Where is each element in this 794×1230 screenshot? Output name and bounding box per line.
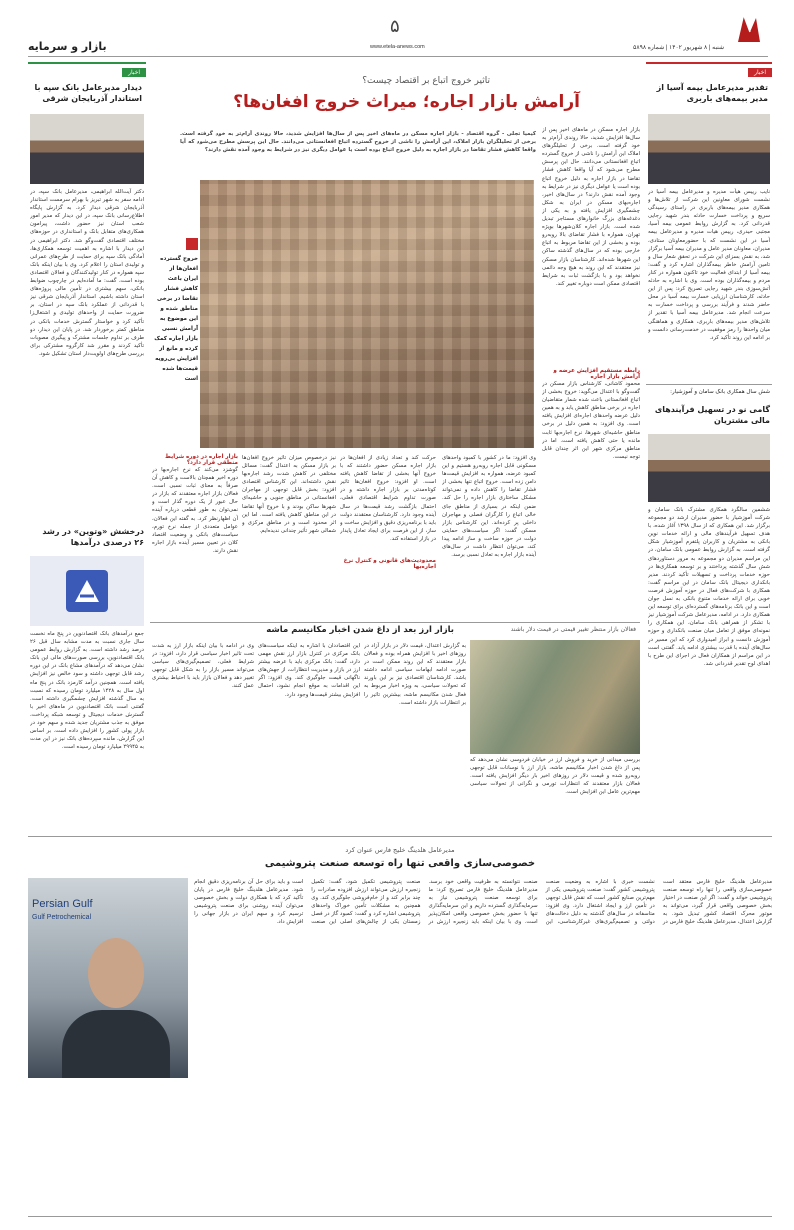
right-column (646, 62, 772, 830)
bottom-body: مدیرعامل هلدینگ خلیج فارس معتقد است خصوصی‌سازی واقعی را تنها راه توسعه صنعت پتروشیمی خواند و گفت: اگر این صنعت در اختیار بخش خصوصی واقعی قرار گیرد، می‌تواند به موتور محرک اقتصاد کشور تبدیل شود. به گزارش اعتدال، مدیرعامل هلدینگ خلیج فارس در نشست خبری با اشاره به وضعیت صنعت پتروشیمی کشور گفت: صنعت پتروشیمی یکی از مهم‌ترین صنایع کشور است که نقش قابل توجهی در تأمین ارز و ایجاد اشتغال دارد. وی افزود: متاسفانه در سال‌های گذشته به دلیل دخالت‌های دولتی و تصمیم‌گیری‌های غیرکارشناسی، این صنعت نتوانسته به ظرفیت واقعی خود برسد. مدیرعامل هلدینگ خلیج فارس تصریح کرد: ما برای توسعه صنعت پتروشیمی نیاز به سرمایه‌گذاری گسترده داریم و این سرمایه‌گذاری تنها با حضور بخش خصوصی واقعی امکان‌پذیر است. وی با بیان اینکه باید زنجیره ارزش در صنعت پتروشیمی تکمیل شود، گفت: تکمیل زنجیره ارزش می‌تواند ارزش افزوده صادرات را چند برابر کند و از خام‌فروشی جلوگیری کند. وی همچنین به مشکلات تأمین خوراک واحدهای پتروشیمی اشاره کرد و گفت: کمبود گاز در فصل زمستان یکی از چالش‌های اصلی این صنعت است و باید برای حل آن برنامه‌ریزی دقیق انجام شود. مدیرعامل هلدینگ خلیج فارس در پایان تأکید کرد که با همکاری دولت و بخش خصوصی می‌توان آینده روشنی برای صنعت پتروشیمی ترسیم کرد و سهم ایران در بازار جهانی را افزایش داد. (194, 879, 772, 926)
bottom-photo (28, 878, 188, 1078)
left-news2-logo (30, 556, 144, 626)
bottom-photo-caption-1: Persian Gulf (32, 898, 93, 910)
quote-icon (186, 238, 198, 250)
bottom-article (28, 836, 772, 1212)
bottom-top-rule (28, 836, 772, 837)
lead-lede: کیمیا تجلی - گروه اقتصاد - بازار اجاره مسکن در ماه‌های اخیر پس از سال‌ها افزایش شدید، حالا روندی آرام‌تر به خود گرفته است. برخی از تحلیلگران بازار املاک، این آرامش را ناشی از خروج گسترده اتباع افغانستانی می‌دانند. حال این پرسش مطرح می‌شود که آیا واقعا کاهش فشار تقاضا در بازار اجاره به دلیل خروج اتباع بوده است یا عوامل دیگری نیز در شرایط به وجود آمده نقش دارند؟ (180, 131, 536, 154)
right-news-tag: اخبار (748, 68, 772, 77)
lead-photo-city (200, 180, 534, 448)
dollar-top-rule (150, 622, 640, 623)
page-number: ۵ (390, 16, 400, 37)
lead-body-col4: نیز درخصوص میزان تاثیر خروج افغان‌ها بر بازار مسکن به اعتدال گفت: مسائل مختلفی در کاهش شدت رشد اجاره‌بها نقش داشته‌اند. این کارشناس اقتصادی افزود: بخش قابل توجهی از مهاجران افغانستانی در مناطق جنوبی و حاشیه‌ای شهرها ساکن بودند و با خروج آنها تقاضا در این مناطق کاهش یافته است. اما این اثر محدود است و در مناطق مرکزی و شمالی شهر تأثیر چندانی ندیده‌ایم. (242, 455, 336, 534)
right-divider (646, 384, 772, 385)
dollar-body-1: بررسی میدانی از خرید و فروش ارز در خیابان فردوسی نشان می‌دهد که پس از داغ شدن اخبار مکانیسم ماشه، بازار ارز با نوسانات قابل توجهی روبه‌رو شده و قیمت دلار در روزهای اخیر بار دیگر افزایش یافته است. فعالان بازار معتقدند که انتظارات تورمی و نگرانی از تحولات سیاسی مهم‌ترین عامل این افزایش است. (470, 757, 640, 796)
lead-body-col5: گوشزد می‌کند که نرخ اجاره‌بها در دوره اخیر همچنان بالاست و کاهش آن صرفاً به معنای ثبات نسبی است. فعالان بازار اجاره معتقدند که بازار در حال عبور از یک دوره گذار است و نمی‌توان به طور قطعی درباره آینده آن اظهارنظر کرد. به گفته این فعالان، عوامل متعددی از جمله نرخ تورم، سیاست‌های بانکی و وضعیت اقتصاد کلان در تعیین مسیر آینده بازار اجاره نقش دارند. (152, 467, 238, 554)
left-news2-title: درخشش «وتوین» در رشد ۲۶ درصدی درآمدها (42, 527, 144, 547)
left-news-title: دیدار مدیرعامل بانک سپه با استاندار آذربایجان شرقی (34, 83, 142, 103)
right-news2-body: ششمین سالگرد همکاری مشترک بانک سامان و شرکت آموزشیار با حضور مدیران ارشد دو مجموعه برگزار شد. این همکاری که از سال ۱۳۹۸ آغاز شده، با هدف تسهیل فرآیندهای مالی و ارائه خدمات نوین بانکی به مشتریان و کاربران پلتفرم آموزشیار شکل گرفته است. به گزارش روابط عمومی بانک سامان، در این مراسم مدیران دو مجموعه به مرور دستاوردهای شش سال گذشته پرداختند و بر توسعه همکاری‌ها در حوزه خدمات پرداخت و تسهیلات تأکید کردند. مدیر بانکداری دیجیتال بانک سامان در این مراسم گفت: همکاری با شرکت‌های فعال در حوزه آموزش فرصت خوبی برای ارائه خدمات متنوع بانکی به نسل جوان است و این بانک برنامه‌های گسترده‌ای برای توسعه این همکاری دارد. در ادامه، مدیرعامل شرکت آموزشیار نیز با تشکر از همراهی بانک سامان، این همکاری را نمونه‌ای موفق از تعامل میان صنعت بانکداری و حوزه آموزش دانست و ابراز امیدواری کرد که این مسیر در سال‌های آینده با قدرت بیشتری ادامه یابد. گفتنی است در این مراسم از همکاران فعال در اجرای این طرح با اهدای لوح تقدیر قدردانی شد. (648, 507, 770, 667)
lead-title: آرامش بازار اجاره؛ میراث خروج افغان‌ها؟ (233, 92, 580, 112)
right-news2-kicker: شش سال همکاری بانک سامان و آموزشیار: (670, 389, 770, 395)
dollar-body-2: به گزارش اعتدال، قیمت دلار در بازار آزاد در روزهای اخیر با افزایش همراه بوده و فعالان بازار معتقدند که این روند ممکن است در صورت ادامه ابهامات سیاسی ادامه داشته باشد. کارشناسان اقتصادی نیز بر این باورند که تحولات سیاسی، به ویژه اخبار مربوط به فعال شدن مکانیسم ماشه، بیشترین تاثیر را بر انتظارات بازار داشته است. (364, 643, 466, 706)
lead-subhead1: رابطه مستقیم افزایش عرضه و آرامش بازار اجاره (553, 368, 640, 380)
right-news-box (646, 62, 772, 382)
footer-rule (28, 1216, 772, 1217)
lead-body-col2: وی افزود: ما در کشور با کمبود واحدهای مسکونی قابل اجاره روبه‌رو هستیم و این کمبود عرضه، همواره به افزایش قیمت‌ها دامن زده است. خروج اتباع تنها بخشی از فشار تقاضا را کاهش داده و نمی‌تواند مشکل ساختاری بازار اجاره را حل کند. ضمن اینکه در بسیاری از مناطق جای خالی اتباع را کارگران فصلی و مهاجران داخلی پر کرده‌اند. این کارشناس بازار مسکن گفت: اگر سیاست‌های حمایتی دولت در حوزه ساخت و ساز ادامه پیدا کند، می‌توان انتظار داشت در سال‌های آینده بازار اجاره به تعادل نسبی برسد. (442, 455, 536, 559)
issue-line: شنبه | ۸ شهریور ۱۴۰۲ | شماره ۵۸۹۸ (633, 45, 724, 51)
dollar-body-3: این اقتصاددان با اشاره به اینکه سیاست‌های بانک مرکزی در کنترل بازار ارز نقش مهمی دارد، گفت: بانک مرکزی باید با عرضه بیشتر ارز در بازار و مدیریت انتظارات، از جهش‌های ناگهانی قیمت جلوگیری کند. وی افزود: اگر این اقدامات به موقع انجام نشود، احتمال افزایش بیشتر قیمت‌ها وجود دارد. (258, 643, 360, 698)
lead-kicker: تاثیر خروج اتباع بر اقتصاد چیست؟ (362, 76, 490, 86)
header-rule (28, 56, 768, 57)
website: www.etela-anews.com (370, 44, 425, 50)
left-column (28, 62, 146, 830)
left-news-body: دکتر آیت‌الله ابراهیمی، مدیرعامل بانک سپه، در ادامه سفر به شهر تبریز با بهرام سرمست استاندار آذربایجان شرقی دیدار کرد. به گزارش پایگاه اطلاع‌رسانی بانک سپه، در این دیدار که مدیر امور شعب استان نیز حضور داشت، پیرامون همکاری‌های متقابل بانک و استانداری در حوزه‌های مختلف اقتصادی گفت‌وگو شد. دکتر ابراهیمی در این دیدار با اشاره به اهمیت توسعه همکاری‌ها، آمادگی بانک سپه برای حمایت از طرح‌های عمرانی و تولیدی استان را اعلام کرد. وی با بیان اینکه بانک سپه همواره در کنار تولیدکنندگان و فعالان اقتصادی بوده است، گفت: ما آماده‌ایم در چارچوب ضوابط بانکی، سهم بیشتری در تأمین مالی پروژه‌های استان داشته باشیم. استاندار آذربایجان شرقی نیز با قدردانی از عملکرد بانک سپه در استان، بر ضرورت حمایت از واحدهای تولیدی و اشتغال‌زا تأکید کرد و خواستار گسترش خدمات بانکی در مناطق کمتر برخوردار شد. در پایان این دیدار، دو طرف بر تداوم جلسات مشترک و پیگیری مصوبات تأکید کردند و مقرر شد کارگروه مشترکی برای بررسی طرح‌های اولویت‌دار استان تشکیل شود. (30, 189, 144, 357)
lead-body-col3: حرکت کند و تعداد زیادی از افغان‌ها در بازار اجاره مسکن حضور داشتند که با خروج آنها بخشی از تقاضا کاهش یافته است. او افزود: خروج افغان‌ها تاثیر کوتاه‌مدتی بر بازار اجاره داشته و در صورت تداوم شرایط اقتصادی فعلی، احتمال بازگشت رشد قیمت‌ها در سال آینده وجود دارد. کارشناسان معتقدند دولت باید با برنامه‌ریزی دقیق و افزایش ساخت و ساز، از این فرصت برای ایجاد تعادل پایدار در بازار استفاده کند. (340, 455, 436, 542)
lead-subhead3: بازار اجاره در دوره شرایط منطقی قرار دارد؟ (165, 454, 238, 466)
lead-quote-box (154, 238, 198, 448)
dollar-photo (470, 640, 640, 754)
section-title: بازار و سرمایه (28, 40, 107, 53)
lead-body-col1b: محمود کاشانی، کارشناس بازار مسکن در گفت‌وگو با اعتدال می‌گوید: خروج بخشی از اتباع افغانستانی باعث شده شمار متقاضیان اجاره در برخی مناطق کاهش یابد و به همین دلیل عرضه واحدهای اجاره‌ای افزایش یافته است. وی افزود: به همین دلیل در برخی مناطق حاشیه‌ای شهرها، نرخ اجاره‌بها ثابت مانده یا حتی کاهش یافته است. اما در مناطق مرکزی شهر این اثر چندان قابل توجه نیست. (542, 381, 640, 460)
left-news-box (28, 62, 146, 524)
bottom-photo-body (62, 1010, 170, 1078)
right-news2-photo (648, 434, 770, 502)
dollar-body-4: وی در ادامه با بیان اینکه بازار ارز به شدت تحت تاثیر اخبار سیاسی قرار دارد، افزود: در شرایط فعلی، تصمیم‌گیری‌های سیاسی می‌تواند مسیر بازار را به شکل قابل توجهی تغییر دهد و فعالان بازار باید با احتیاط بیشتری عمل کنند. (152, 643, 254, 690)
lead-side-quote: خروج گسترده افغان‌ها از ایران باعث کاهش فشار تقاضا در برخی مناطق شده و این موضوع به آرامش نسبی بازار اجاره کمک کرده و مانع از افزایش بی‌رویه قیمت‌ها شده است (154, 256, 198, 382)
right-news2-title: گامی نو در تسهیل فرآیندهای مالی مشتریان (654, 405, 770, 425)
bottom-kicker: مدیرعامل هلدینگ خلیج فارس عنوان کرد (345, 846, 455, 854)
left-news-photo (30, 114, 144, 184)
right-news-title: تقدیر مدیرعامل بیمه آسیا از مدیر بیمه‌های باربری (656, 83, 768, 103)
bottom-title: خصوصی‌سازی واقعی تنها راه توسعه صنعت پتروشیمی (264, 858, 536, 869)
right-news-body: نایب رییس هیأت مدیره و مدیرعامل بیمه آسیا در نشست شورای معاونین این شرکت از تلاش‌ها و همکاری مدیر بیمه‌های باربری در راستای رسیدگی سریع و پرداخت خسارت حادثه بندر شهید رجایی قدردانی کرد. به گزارش روابط عمومی بیمه آسیا، مجتبی حیدری، رییس هیات مدیره و مدیرعامل بیمه آسیا در این نشست که با حضورمعاونان ستادی، مدیران، معاونان مدیر عامل و مدیران بیمه آسیا برگزار شد، به نقش بسزای این شرکت در تحقق شعار سال و تامین آرامش خاطر بیمه‌گذاران اشاره کرد و گفت: بیمه آسیا از ابتدای فعالیت خود تاکنون همواره در کنار مردم و بیمه‌گذاران بوده است. وی با اشاره به حادثه آتش‌سوزی بندر شهید رجایی تصریح کرد: پس از این حادثه، کارشناسان ارزیابی خسارت بیمه آسیا در محل حاضر شدند و فرآیند بررسی و پرداخت خسارت به سرعت انجام شد. مدیرعامل بیمه آسیا با تقدیر از تلاش‌های مدیر بیمه‌های باربری، همکاری و هماهنگی میان واحدها را رمز موفقیت در خدمت‌رسانی دانست و بر ادامه این روند تأکید کرد. (648, 189, 770, 341)
lead-body-col1: بازار اجاره مسکن در ماه‌های اخیر پس از سال‌ها افزایش شدید، حالا روندی آرام‌تر به خود گرفته است. برخی از تحلیلگرهای املاک این آرامش را ناشی از خروج گسترده اتباع افغانستانی می‌دانند. حال این پرسش مطرح می‌شود که آیا واقعا کاهش فشار تقاضا در بازار اجاره به دلیل خروج اتباع بوده است یا عوامل دیگری نیز در شرایط به وجود آمده نقش دارند؟ در سال‌های اخیر، اجاره‌بهای مسکن در ایران به شکل چشمگیری افزایش یافته و به یکی از دغدغه‌های بزرگ خانوارهای مستاجر تبدیل شده است. بازار اجاره کلان‌شهرها بویژه تهران، همواره با فشار تقاضای بالا روبه‌رو بوده و بخشی از این تقاضا مربوط به اتباع خارجی بوده که در سال‌های گذشته ساکن این شهرها شده‌اند. کارشناسان بازار مسکن نیز معتقدند که این روند به هیچ وجه دائمی نخواهد بود و با بازگشت ثبات به شرایط اقتصادی ممکن است دوباره تغییر کند. (542, 127, 640, 287)
dollar-title: بازار ارز بعد از داغ شدن اخبار مکانیسم ماشه (266, 625, 454, 635)
right-news-photo (648, 114, 770, 184)
dollar-kicker: فعالان بازار منتظر تغییر قیمتی در قیمت دلار باشند (510, 626, 636, 633)
lead-subhead2: محدودیت‌های قانونی و کنترل نرخ اجاره‌بها (343, 558, 436, 570)
left-news2-body: جمع درآمدهای بانک اقتصادنوین در پنج ماه نخست سال جاری نسبت به مدت مشابه سال قبل ۲۶ درصد رشد داشته است. به گزارش روابط عمومی بانک اقتصادنوین، بررسی صورت‌های مالی این بانک نشان می‌دهد که درآمدهای مشاع بانک در این دوره رشد قابل توجهی داشته و سود خالص نیز افزایش یافته است. همچنین درآمد کارمزد بانک در پنج ماه اول سال به ۱۴۲۸ میلیارد تومان رسیده که نسبت به سال گذشته افزایش چشمگیری داشته است. گفتنی است بانک اقتصادنوین در ماه‌های اخیر با گسترش خدمات دیجیتال و توسعه شبکه پرداخت، موفق به جذب مشتریان جدید شده و سهم خود در بازار پولی کشور را افزایش داده است. بر اساس این گزارش، مانده سپرده‌های بانک نیز در این مدت به ۲۹۹۴۵ میلیارد تومان رسیده است. (30, 631, 144, 751)
dollar-article (150, 622, 640, 832)
logo (734, 12, 764, 46)
masthead (0, 0, 794, 62)
lead-article (150, 62, 640, 622)
bottom-photo-caption-2: Gulf Petrochemical (32, 914, 92, 921)
left-news-tag: اخبار (122, 68, 146, 77)
bottom-photo-face (88, 938, 144, 1008)
